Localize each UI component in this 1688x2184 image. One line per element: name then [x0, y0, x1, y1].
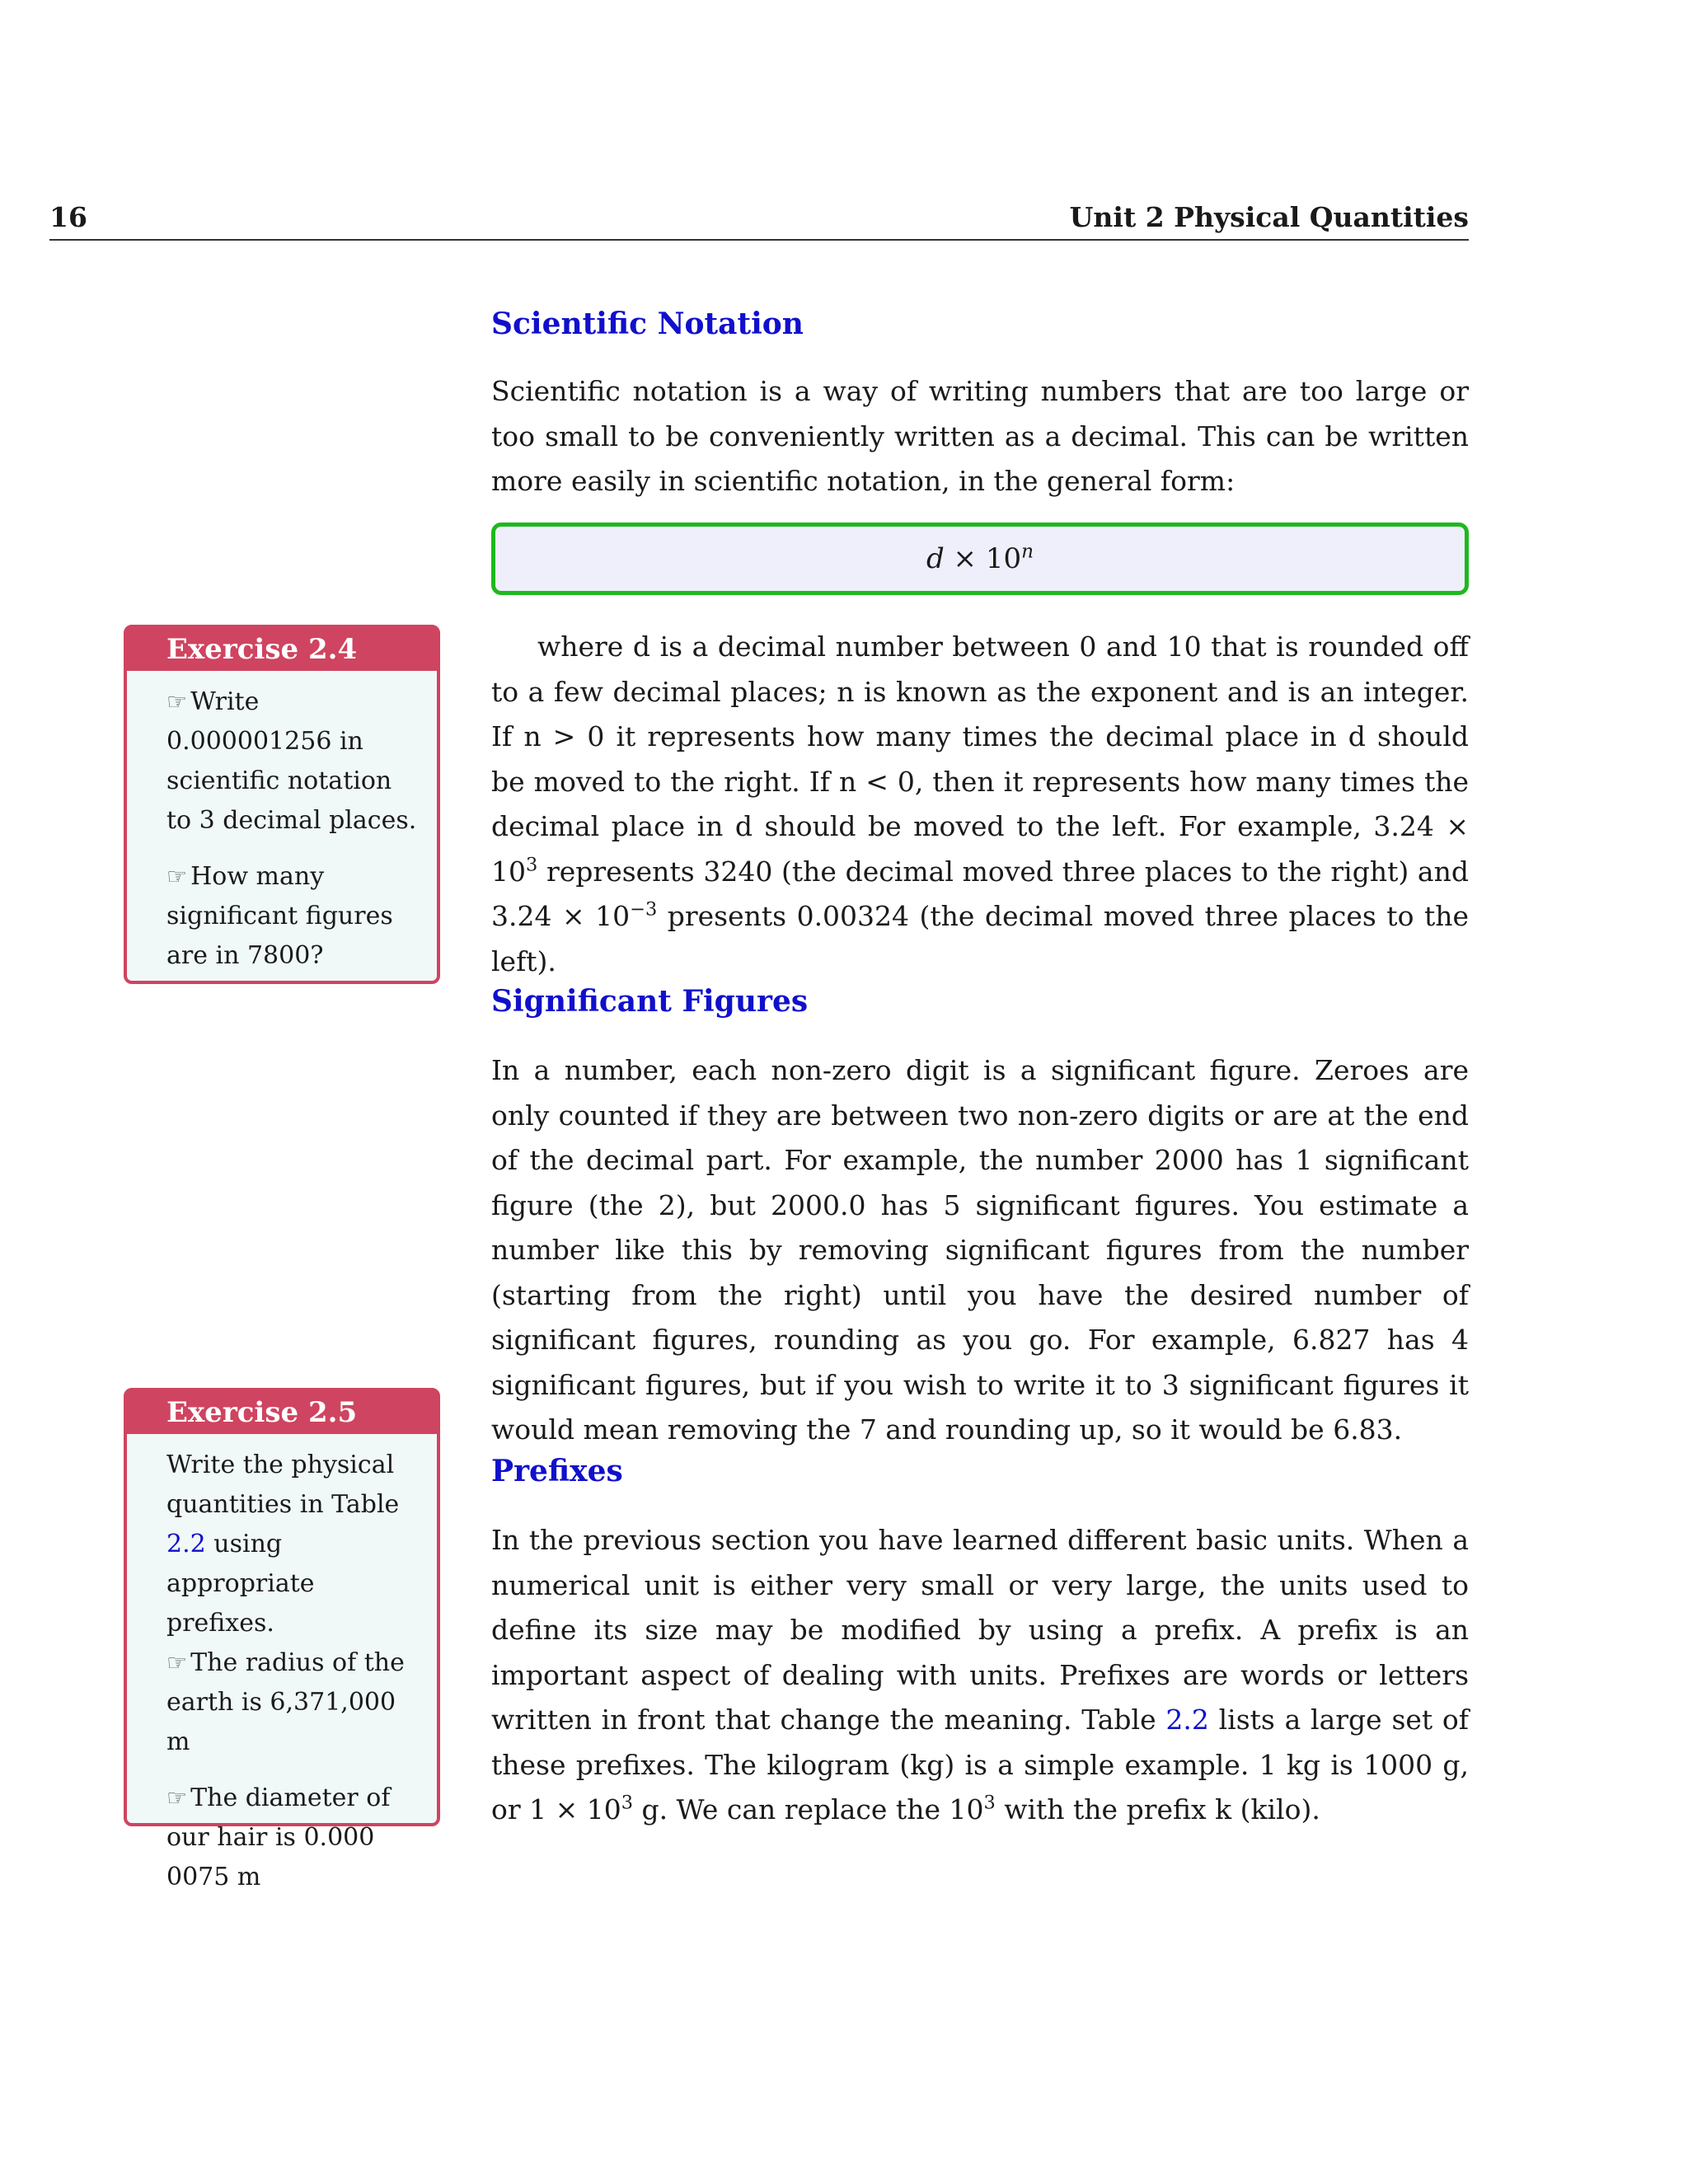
exercise-2-5-intro: Write the physical quantities in Table 2.2 using appropriate prefixes.: [166, 1451, 400, 1638]
prefixes-part1: In the previous section you have learned different basic units. When a numerical unit is either very small or very large, the units used to define its size may be modified by using a prefix. A prefix is an important aspect of dealing with units. Prefixes are words or letters written in front that change the meaning. Table: [491, 1524, 1469, 1736]
prefixes-part2: lists a large set of these prefixes. The kilogram (kg) is a simple example. 1 kg is 1000 g, or 1 × 10: [491, 1704, 1470, 1825]
exercise-2-5-item: ☞ The diameter of our hair is 0.000 0075 m: [166, 1783, 391, 1891]
pointing-hand-icon: ☞: [166, 1649, 188, 1676]
pointing-hand-icon: ☞: [166, 688, 188, 715]
exercise-2-5-body: [127, 1434, 437, 1909]
prefixes-part3: g. We can replace the 10: [633, 1793, 984, 1825]
formula-times: × 10: [944, 542, 1022, 575]
exercise-2-4-title: Exercise 2.4: [127, 628, 437, 671]
prefixes-exp2: 3: [983, 1792, 996, 1814]
exercise-2-4-body: [127, 671, 437, 987]
prefixes-part4: with the prefix k (kilo).: [995, 1793, 1320, 1825]
prefixes-exp1: 3: [621, 1792, 634, 1814]
pointing-hand-icon: ☞: [166, 863, 188, 890]
explanation-part2: represents 3240 (the decimal moved three places to the right) and 3.24 × 10: [491, 855, 1469, 932]
heading-significant-figures: Significant Figures: [491, 984, 809, 1019]
prefixes-body: [491, 1518, 1469, 1833]
explanation-part3: presents 0.00324 (the decimal moved three places to the left).: [491, 900, 1469, 977]
exercise-2-5-title: Exercise 2.5: [127, 1391, 437, 1434]
exercise-2-5-item: ☞ The radius of the earth is 6,371,000 m: [166, 1648, 405, 1756]
exercise-2-4-item: ☞ Write 0.000001256 in scientific notation to 3 decimal places.: [166, 687, 417, 835]
pointing-hand-icon: ☞: [166, 1784, 188, 1811]
explanation-exp2: −3: [630, 898, 658, 921]
table-ref-link[interactable]: 2.2: [166, 1530, 206, 1558]
exercise-2-4-item: ☞ How many significant figures are in 7800?: [166, 862, 393, 970]
explanation-exp1: 3: [526, 854, 538, 876]
exercise-2-4-box: [124, 625, 440, 984]
scientific-notation-intro: Scientific notation is a way of writing numbers that are too large or too small to be conveniently written as a decimal. This can be written more easily in scientific notation, in the general form:: [491, 375, 1469, 497]
exercise-2-5-box: [124, 1388, 440, 1891]
table-ref-link[interactable]: 2.2: [1165, 1704, 1209, 1736]
formula-box: [491, 523, 1469, 595]
heading-prefixes: Prefixes: [491, 1454, 623, 1488]
formula-base: d: [926, 542, 945, 575]
running-title: Unit 2 Physical Quantities: [1069, 201, 1469, 233]
scientific-notation-explanation: [491, 625, 1469, 984]
explanation-part1: where d is a decimal number between 0 and 10 that is rounded off to a few decimal places; n is known as the exponent and is an integer. If n > 0 it represents how many times the decimal place in d should be moved to the right. If n < 0, then it represents how many times the decimal place in d should be moved to the left. For example, 3.24 × 10: [491, 630, 1469, 888]
formula: [926, 542, 1034, 575]
page-number: 16: [49, 201, 87, 233]
formula-exponent: n: [1021, 541, 1034, 563]
page-header: [49, 201, 1469, 241]
significant-figures-body: In a number, each non-zero digit is a significant figure. Zeroes are only counted if they are between two non-zero digits or are at the end of the decimal part. For example, the number 2000 has 1 significant figure (the 2), but 2000.0 has 5 significant figures. You estimate a number like this by removing significant figures from the number (starting from the right) until you have the desired number of significant figures, rounding as you go. For example, 6.827 has 4 significant figures, but if you wish to write it to 3 significant figures it would mean removing the 7 and rounding up, so it would be 6.83.: [491, 1054, 1469, 1446]
heading-scientific-notation: Scientific Notation: [491, 307, 804, 341]
